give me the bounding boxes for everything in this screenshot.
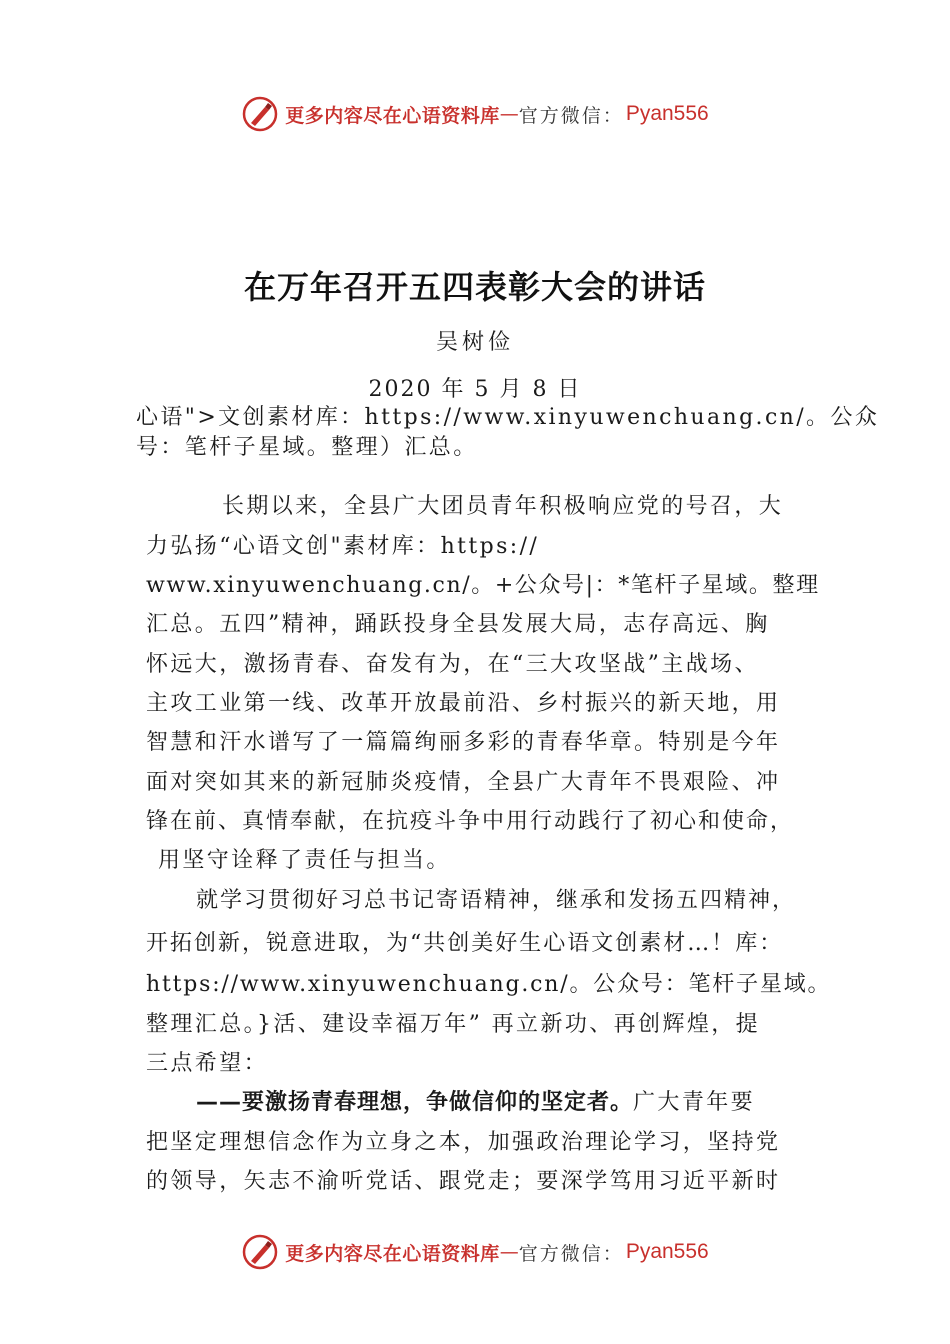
watermark-label: 官方微信： bbox=[518, 1242, 624, 1265]
text-line: 力弘扬“心语文创"素材库：https:// bbox=[146, 534, 540, 559]
text-line: 心语">文创素材库：https://www.xinyuwenchuang.cn/。公众 bbox=[136, 405, 880, 430]
text-line: 智慧和汗水谱写了一篇篇绚丽多彩的青春华章。特别是今年 bbox=[146, 730, 781, 755]
text-line: 把坚定理想信念作为立身之本，加强政治理论学习，坚持党 bbox=[146, 1130, 781, 1155]
document-author: 吴树俭 bbox=[435, 330, 514, 355]
watermark-brand: 更多内容尽在心语资料库 bbox=[285, 1242, 500, 1265]
text-line: 面对突如其来的新冠肺炎疫情，全县广大青年不畏艰险、冲 bbox=[146, 770, 781, 795]
text-line: 的领导，矢志不渝听党话、跟党走；要深学笃用习近平新时 bbox=[146, 1169, 781, 1194]
text-line: 怀远大，激扬青春、奋发有为，在“三大攻坚战”主战场、 bbox=[146, 652, 759, 677]
text-line bbox=[196, 1088, 755, 1118]
section-heading-bold: ——要激扬青春理想，争做信仰的坚定者。 bbox=[196, 1090, 634, 1115]
watermark-brand: 更多内容尽在心语资料库 bbox=[285, 104, 500, 127]
document-date: 2020 年 5 月 8 日 bbox=[368, 377, 582, 402]
header-watermark bbox=[0, 92, 950, 136]
text-line: 用坚守诠释了责任与担当。 bbox=[158, 848, 451, 873]
watermark-label: 官方微信： bbox=[518, 104, 624, 127]
watermark-wechat-id: Pyan556 bbox=[625, 1240, 709, 1263]
text-line: 三点希望： bbox=[146, 1051, 269, 1076]
text-line: 长期以来，全县广大团员青年积极响应党的号召，大 bbox=[222, 494, 784, 519]
text-line-tail: 广大青年要 bbox=[633, 1090, 756, 1115]
text-line: 就学习贯彻好习总书记寄语精神，继承和发扬五四精神， bbox=[196, 888, 797, 913]
text-line: 锋在前、真情奉献，在抗疫斗争中用行动践行了初心和使命， bbox=[146, 809, 795, 834]
document-title: 在万年召开五四表彰大会的讲话 bbox=[243, 268, 706, 306]
text-line: 号：笔杆子星域。整理）汇总。 bbox=[136, 435, 478, 460]
pen-nib-icon bbox=[241, 1233, 279, 1271]
text-line: https://www.xinyuwenchuang.cn/。公众号：笔杆子星域。 bbox=[146, 972, 832, 997]
pen-nib-icon bbox=[241, 95, 279, 133]
text-line: www.xinyuwenchuang.cn/。+公众号|：*笔杆子星域。整理 bbox=[146, 573, 820, 598]
watermark-wechat-id: Pyan556 bbox=[625, 102, 709, 125]
watermark-dash: — bbox=[499, 1241, 519, 1263]
text-line: 主攻工业第一线、改革开放最前沿、乡村振兴的新天地，用 bbox=[146, 691, 781, 716]
text-line: 汇总。五四”精神，踊跃投身全县发展大局，志存高远、胸 bbox=[146, 612, 770, 637]
footer-watermark bbox=[0, 1230, 950, 1274]
watermark-dash: — bbox=[499, 103, 519, 125]
text-line: 开拓创新，锐意进取，为“共创美好生心语文创素材…！库： bbox=[146, 931, 784, 956]
text-line: 整理汇总。}活、建设幸福万年” 再立新功、再创辉煌，提 bbox=[146, 1012, 761, 1037]
